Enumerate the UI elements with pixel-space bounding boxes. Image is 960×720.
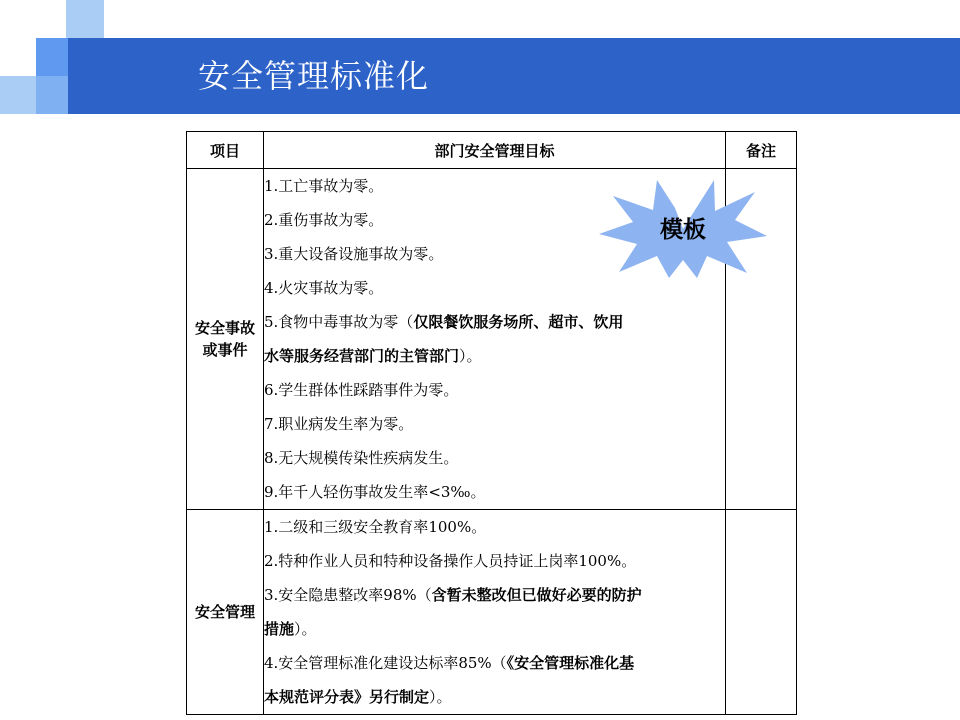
decor-square (66, 0, 104, 38)
decor-square (36, 76, 68, 114)
goal-line: 5.食物中毒事故为零（仅限餐饮服务场所、超市、饮用 (264, 313, 624, 331)
header-goal: 部门安全管理目标 (264, 132, 726, 169)
item-label: 安全管理 (194, 603, 255, 621)
item-label: 或事件 (202, 341, 248, 359)
goal-line: 措施）。 (264, 620, 317, 638)
goal-line: 1.工亡事故为零。 (264, 177, 384, 195)
template-stamp: 模板 (660, 217, 706, 243)
goal-line: 3.安全隐患整改率98%（含暂未整改但已做好必要的防护 (264, 586, 642, 604)
goal-line: 水等服务经营部门的主管部门）。 (264, 347, 482, 365)
header-note: 备注 (726, 132, 797, 169)
decor-square (0, 76, 36, 114)
goal-cell (264, 510, 726, 715)
table-row (187, 510, 797, 715)
goal-line: 7.职业病发生率为零。 (264, 415, 414, 433)
goal-line: 本规范评分表》另行制定）。 (264, 688, 452, 706)
goal-line: 3.重大设备设施事故为零。 (264, 245, 444, 263)
goal-line: 2.重伤事故为零。 (264, 211, 384, 229)
goal-line: 2.特种作业人员和特种设备操作人员持证上岗率100%。 (264, 552, 637, 570)
item-cell (187, 169, 264, 510)
item-cell (187, 510, 264, 715)
goal-line: 6.学生群体性踩踏事件为零。 (264, 381, 459, 399)
item-label: 安全事故 (194, 319, 255, 337)
goal-line: 4.安全管理标准化建设达标率85%（《安全管理标准化基 (264, 654, 635, 672)
table-header-row (187, 132, 797, 169)
goal-line: 4.火灾事故为零。 (264, 279, 384, 297)
goal-line: 8.无大规模传染性疾病发生。 (264, 449, 459, 467)
page-title: 安全管理标准化 (198, 57, 430, 95)
note-cell (726, 510, 797, 715)
goal-line: 1.二级和三级安全教育率100%。 (264, 518, 487, 536)
goal-line: 9.年千人轻伤事故发生率<3‰。 (264, 483, 486, 501)
header-item: 项目 (187, 132, 264, 169)
